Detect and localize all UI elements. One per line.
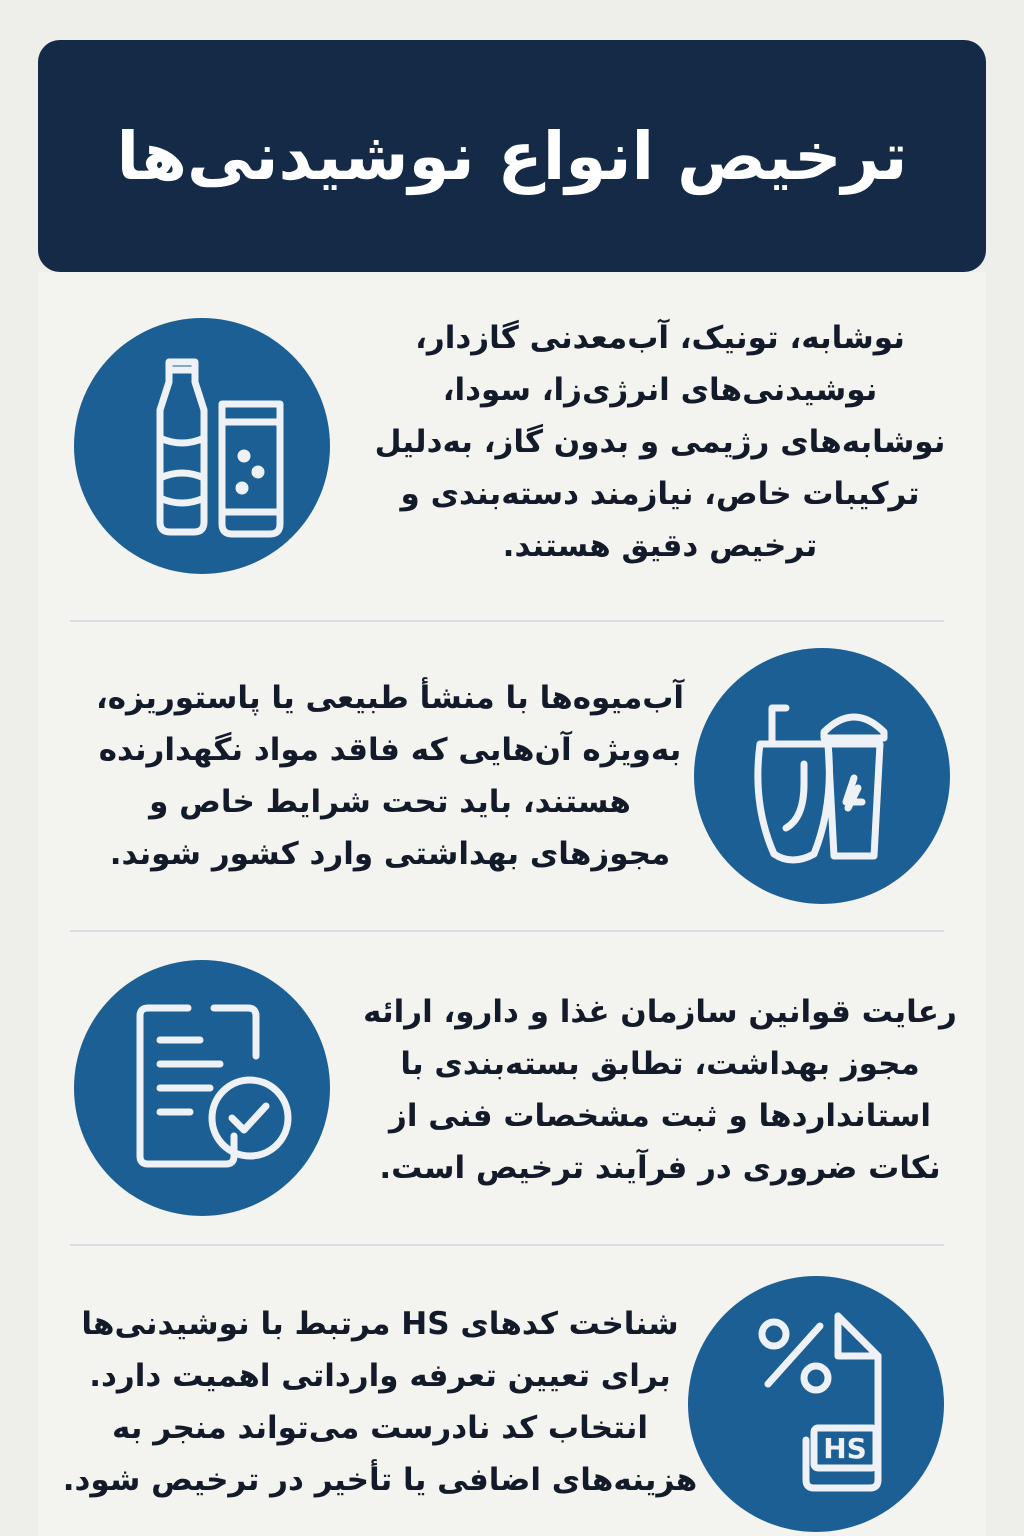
hs-tariff-document-icon <box>688 1276 944 1532</box>
section-3-text <box>360 986 960 1194</box>
text-line: استانداردها و ثبت مشخصات فنی از <box>388 1098 931 1134</box>
juice-cups-icon <box>694 648 950 904</box>
hs-badge: HS <box>823 1432 867 1465</box>
text-line: ترخیص دقیق هستند. <box>502 528 818 564</box>
text-line: به‌ویژه آن‌هایی که فاقد مواد نگهدارنده <box>98 732 682 768</box>
text-line: نکات ضروری در فرآیند ترخیص است. <box>379 1150 941 1186</box>
bottle-glass-icon <box>74 318 330 574</box>
text-line: مجوزهای بهداشتی وارد کشور شوند. <box>109 836 671 872</box>
section-4-text <box>50 1298 710 1506</box>
divider <box>70 930 944 932</box>
text-line: نوشابه، تونیک، آب‌معدنی گازدار، <box>415 320 905 356</box>
section-2-text <box>70 672 710 880</box>
text-line: نوشابه‌های رژیمی و بدون گاز، به‌دلیل <box>374 424 946 460</box>
text-line: انتخاب کد نادرست می‌تواند منجر به <box>111 1410 648 1446</box>
text-line: هزینه‌های اضافی یا تأخیر در ترخیص شود. <box>62 1462 698 1498</box>
text-line: نوشیدنی‌های انرژی‌زا، سودا، <box>442 372 878 408</box>
divider <box>70 620 944 622</box>
document-check-icon <box>74 960 330 1216</box>
text-line: هستند، باید تحت شرایط خاص و <box>149 784 631 820</box>
text-line: مجوز بهداشت، تطابق بسته‌بندی با <box>400 1046 920 1082</box>
text-line: ترکیبات خاص، نیازمند دسته‌بندی و <box>400 476 920 512</box>
text-line: شناخت کدهای HS مرتبط با نوشیدنی‌ها <box>81 1306 679 1342</box>
section-1-text <box>360 312 960 572</box>
divider <box>70 1244 944 1246</box>
text-line: رعایت قوانین سازمان غذا و دارو، ارائه <box>363 994 957 1030</box>
text-line: آب‌میوه‌ها با منشأ طبیعی یا پاستوریزه، <box>95 680 685 716</box>
page-title: ترخیص انواع نوشیدنی‌ها <box>116 117 908 195</box>
header-banner <box>38 40 986 272</box>
text-line: برای تعیین تعرفه وارداتی اهمیت دارد. <box>89 1358 671 1394</box>
